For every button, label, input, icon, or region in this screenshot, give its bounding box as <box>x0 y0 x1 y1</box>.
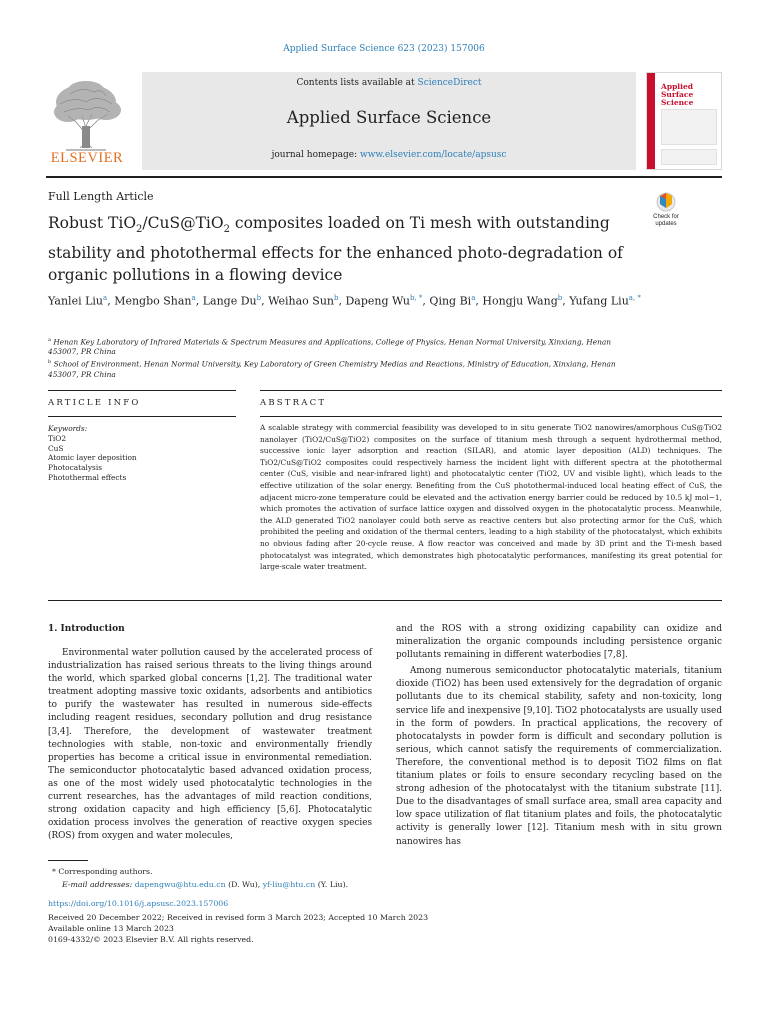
author-affiliation-mark[interactable]: b, * <box>409 294 423 302</box>
journal-citation[interactable]: Applied Surface Science 623 (2023) 157006 <box>283 44 485 54</box>
footnote-rule <box>48 860 88 861</box>
author-affiliation-mark[interactable]: a <box>103 294 108 302</box>
affiliation-mark: b <box>48 359 52 366</box>
intro-paragraph-left: Environmental water pollution caused by the accelerated process of industrialization has raised serious threats to the living things around the world, which sparked global concerns [1,2]. The traditional water treatment adopting massive toxic oxidants, adsorbents and antibiotics to purify the wastewater has resulted in numerous side-effects including reagent residues, secondary pollution and drug resistance [3,4]. Therefore, the development of wastewater treatment technologies with stable, non-toxic and environmentally friendly properties has become a critical issue in environmental remediation. The semiconductor photocatalytic based advanced oxidation process, as one of the most widely used photocatalytic technologies in the current researches, has the advantages of mild reaction conditions, strong oxidation capacity and high efficiency [5,6]. Photocatalytic oxidation process involves the generation of reactive oxygen species (ROS) from oxygen and water molecules, <box>48 648 372 842</box>
elsevier-wordmark: ELSEVIER <box>50 150 124 166</box>
keyword-item: Photothermal effects <box>48 472 127 482</box>
intro-paragraph-right-2: Among numerous semiconductor photocatalytic materials, titanium dioxide (TiO2) has been used extensively for the degradation of organic pollutants due to its chemical stability, safety and non-toxicity, long service life and inexpensive [9,10]. TiO2 photocatalysts are usually used in the form of powders. In practical applications, the recovery of photocatalysts in powder form is difficult and secondary pollution is serious, which cannot satisfy the requirements of commercialization. Therefore, the conventional method is to deposit TiO2 films on flat titanium plates or foils to ensure secondary recycling based on the strong adhesion of the photocatalyst with the titanium substrate [11]. Due to the disadvantages of small surface area, small area capacity and low space utilization of flat titanium plates and foils, the photocatalytic activity is generally lower [12]. Titanium mesh with in situ grown nanowires has <box>396 666 722 847</box>
cover-band <box>647 73 655 170</box>
journal-cover-thumbnail[interactable] <box>646 72 722 170</box>
article-info-heading: ARTICLE INFO <box>48 398 141 408</box>
title-part-2: /CuS@TiO <box>142 214 224 232</box>
affiliation-text: School of Environment, Henan Normal University, Key Laboratory of Green Chemistry Medias and Reactions, Ministry of Education, Xinxiang, Henan 453007, PR China <box>48 359 616 379</box>
email-label: E-mail addresses: <box>62 880 135 889</box>
cover-title: Applied Surface Science <box>661 82 694 107</box>
title-subscript-2: 2 <box>223 224 230 236</box>
abstract-heading: ABSTRACT <box>260 398 327 408</box>
email-link-liu[interactable]: yf-liu@htu.cn <box>262 880 316 889</box>
affiliation-text: Henan Key Laboratory of Infrared Materials & Spectrum Measures and Applications, College of Physics, Henan Normal University, Xinxiang, Henan 453007, PR China <box>48 337 611 357</box>
author-affiliation-mark[interactable]: b <box>256 294 262 302</box>
homepage-prefix: journal homepage: <box>271 150 360 160</box>
title-subscript-1: 2 <box>136 224 143 236</box>
article-info-rule <box>48 390 236 391</box>
author-affiliation-mark[interactable]: a <box>191 294 196 302</box>
intro-paragraph-right-1: and the ROS with a strong oxidizing capability can oxidize and mineralization the organic compounds including persistence organic pollutants remaining in different waterbodies [7,8]. <box>396 624 722 661</box>
email-owner-wu: (D. Wu), <box>225 880 263 889</box>
author-name[interactable]: Yanlei Liu <box>48 294 103 308</box>
keyword-item: Atomic layer deposition <box>48 453 137 463</box>
author-affiliation-mark[interactable]: b <box>557 294 563 302</box>
affiliation-mark: a <box>48 337 51 343</box>
abstract-rule <box>260 390 722 391</box>
homepage-link[interactable]: www.elsevier.com/locate/apsusc <box>359 150 507 160</box>
available-online: Available online 13 March 2023 <box>48 924 174 934</box>
affiliation-item <box>48 335 638 357</box>
title-part-3: composites loaded on Ti mesh with outstanding stability and photothermal effects for the enhanced photo-degradation of organic pollutions in a flowing device <box>48 214 623 285</box>
received-dates: Received 20 December 2022; Received in revised form 3 March 2023; Accepted 10 March 2023 <box>48 913 429 922</box>
author-name[interactable]: Qing Bi <box>429 294 472 308</box>
abstract-bottom-rule <box>48 600 722 601</box>
keyword-item: Photocatalysis <box>48 463 103 473</box>
abstract-rule-2 <box>260 416 722 417</box>
email-link-wu[interactable]: dapengwu@htu.edu.cn <box>134 880 226 889</box>
author-affiliation-mark[interactable]: a <box>471 294 476 302</box>
header-rule <box>46 176 722 178</box>
author-name[interactable]: Weihao Sun <box>268 294 334 308</box>
keyword-item: CuS <box>48 443 64 453</box>
affiliation-item <box>48 357 638 379</box>
keyword-item: TiO2 <box>48 433 67 443</box>
keywords-list <box>48 434 236 483</box>
keywords-label: Keywords: <box>48 424 88 433</box>
abstract-text: A scalable strategy with commercial feasibility was developed to in situ generate TiO2 nanowires/amorphous CuS@TiO2 nanolayer (TiO2/CuS@TiO2) composites on the surface of titanium mesh through a sequent hydrothermal method, successive ionic layer adsorption and reaction (SILAR), and atomic layer deposition (ALD) techniques. The TiO2/CuS@TiO2 composites could respectively harness the incident light with different spectra at the photothermal center (CuS, visible and near-infrared light) and photocatalytic center (TiO2, UV and visible light), which leads to the effective utilization of the solar energy. Benefiting from the CuS photothermal-induced local heating effect of CuS, the adjacent micro-zone temperature could be elevated and the activation energy barrier could be reduced by 10.5 kJ mol−1, which promotes the activation of surface lattice oxygen and dissolved oxygen in the photocatalytic process. Meanwhile, the ALD generated TiO2 nanolayer could both serve as reactive centers but also protecting armor for the CuS, which prohibited the peeling and oxidation of the thermal centers, leading to a high stability of the photocatalyst, which exhibits no obvious fading after 20-cycle reuse. A flow reactor was conceived and made by 3D print and the Ti-mesh based photocatalyst was integrated, which demonstrates high photocatalytic performances, manifesting its great potential for large-scale water treatment. <box>260 423 722 572</box>
email-owner-liu: (Y. Liu). <box>315 880 349 889</box>
author-affiliation-mark[interactable]: a, * <box>628 294 641 302</box>
title-part-1: Robust TiO <box>48 214 137 232</box>
journal-homepage <box>142 150 636 160</box>
section-heading-introduction: 1. Introduction <box>48 624 125 634</box>
article-type: Full Length Article <box>48 190 154 203</box>
copyright-line: 0169-4332/© 2023 Elsevier B.V. All rights reserved. <box>48 935 254 945</box>
publication-dates <box>48 912 728 946</box>
sciencedirect-link[interactable]: ScienceDirect <box>417 78 482 88</box>
intro-column-right <box>396 623 722 849</box>
author-name[interactable]: Dapeng Wu <box>345 294 410 308</box>
author-affiliation-mark[interactable]: b <box>334 294 339 302</box>
journal-name: Applied Surface Science <box>286 108 492 127</box>
contents-prefix: Contents lists available at <box>296 78 418 88</box>
article-info-rule-2 <box>48 416 236 417</box>
keywords-block <box>48 424 236 483</box>
corresponding-authors-note: * Corresponding authors. <box>52 867 153 876</box>
author-name[interactable]: Yufang Liu <box>569 294 629 308</box>
author-name[interactable]: Mengbo Shan <box>114 294 192 308</box>
check-for-updates-label[interactable]: Check for updates <box>653 214 679 227</box>
author-list: Yanlei Liu$^a$, Mengbo Shan$^a$, Lange Du$^b$, Weihao Sun$^b$, Dapeng $Wu^{b, *}$, Qing Bi$^a$, Hongju Wang$^b$, Yufang Liu$^{a, *}$ <box>48 294 641 308</box>
author-name[interactable]: Hongju Wang <box>482 294 558 308</box>
doi-link[interactable]: https://doi.org/10.1016/j.apsusc.2023.157006 <box>48 899 229 908</box>
author-name[interactable]: Lange Du <box>202 294 257 308</box>
cover-figure-strip <box>661 149 717 165</box>
affiliations <box>48 335 638 380</box>
cover-figure <box>661 109 717 145</box>
email-addresses <box>62 879 348 891</box>
contents-available <box>142 78 636 88</box>
article-title <box>48 212 628 287</box>
